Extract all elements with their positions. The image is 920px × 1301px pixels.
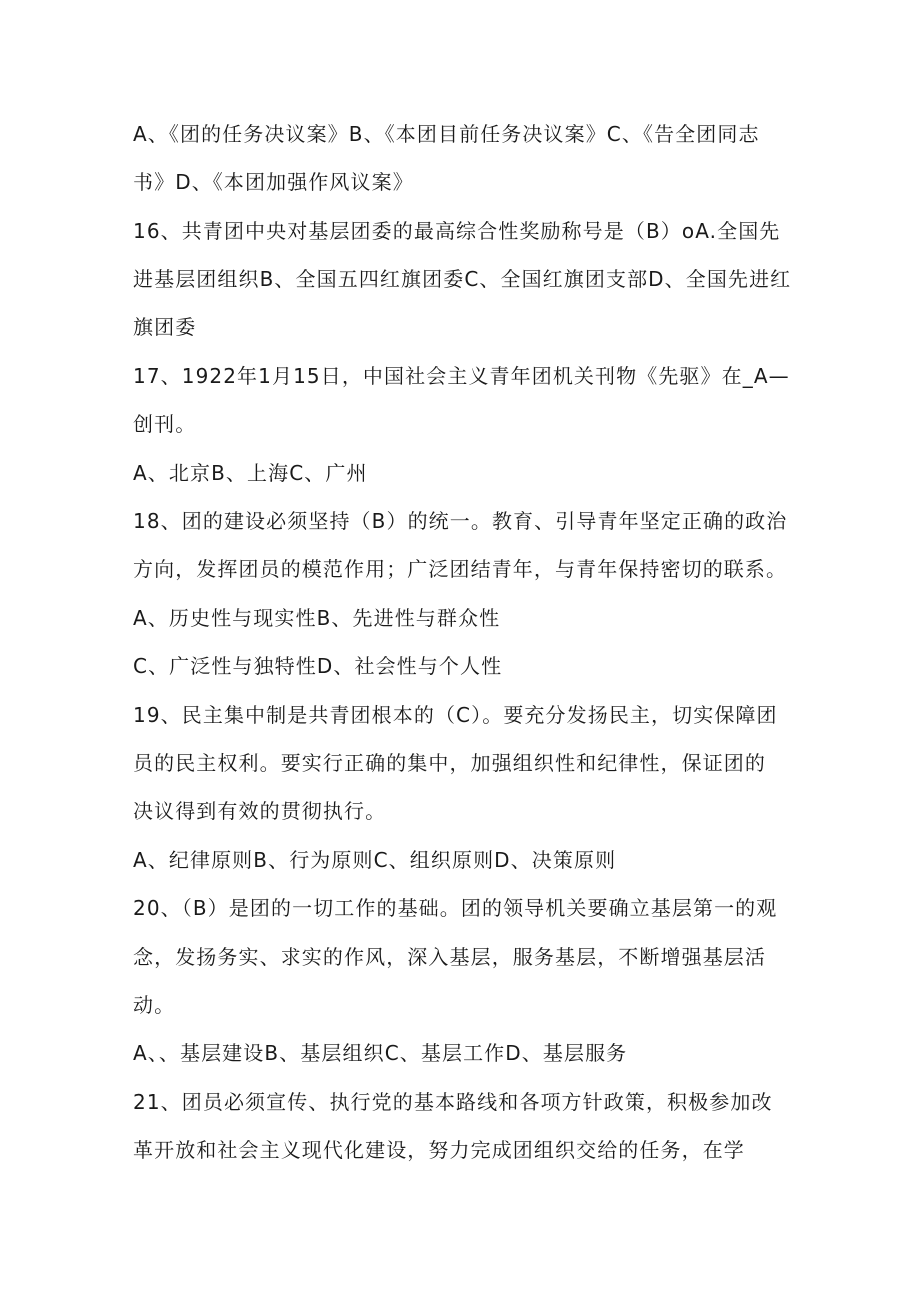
text-line: 员的民主权利。要实行正确的集中，加强组织性和纪律性，保证团的 bbox=[133, 751, 766, 775]
text-line: 20、（B）是团的一切工作的基础。团的领导机关要确立基层第一的观 bbox=[133, 896, 778, 920]
text-line: 革开放和社会主义现代化建设，努力完成团组织交给的任务，在学 bbox=[133, 1138, 745, 1162]
text-line: 21、团员必须宣传、执行党的基本路线和各项方针政策，积极参加改 bbox=[133, 1090, 773, 1114]
text-line: 旗团委 bbox=[133, 315, 197, 339]
text-line: A、北京B、上海C、广州 bbox=[133, 461, 368, 485]
text-line: 念，发扬务实、求实的作风，深入基层，服务基层，不断增强基层活 bbox=[133, 945, 766, 969]
text-line: 16、共青团中央对基层团委的最高综合性奖励称号是（B）oA.全国先 bbox=[133, 219, 781, 243]
text-line: 18、团的建设必须坚持（B）的统一。教育、引导青年坚定正确的政治 bbox=[133, 509, 788, 533]
text-line: 创刊。 bbox=[133, 412, 197, 436]
text-line: A、纪律原则B、行为原则C、组织原则D、决策原则 bbox=[133, 848, 617, 872]
text-line: A、历史性与现实性B、先进性与群众性 bbox=[133, 606, 501, 630]
text-line: 动。 bbox=[133, 993, 176, 1017]
text-line: 17、1922年1月15日，中国社会主义青年团机关刊物《先驱》在_A— bbox=[133, 364, 790, 388]
text-line: C、广泛性与独特性D、社会性与个人性 bbox=[133, 654, 503, 678]
text-line: 进基层团组织B、全国五四红旗团委C、全国红旗团支部D、全国先进红 bbox=[133, 267, 792, 291]
text-line: 书》D、《本团加强作风议案》 bbox=[133, 170, 414, 194]
text-line: A、《团的任务决议案》B、《本团目前任务决议案》C、《告全团同志 bbox=[133, 122, 760, 146]
text-line: 方向，发挥团员的模范作用；广泛团结青年，与青年保持密切的联系。 bbox=[133, 557, 788, 581]
text-line: 19、民主集中制是共青团根本的（C）。要充分发扬民主，切实保障团 bbox=[133, 703, 778, 727]
text-line: A、、基层建设B、基层组织C、基层工作D、基层服务 bbox=[133, 1041, 628, 1065]
text-line: 决议得到有效的贯彻执行。 bbox=[133, 799, 387, 823]
